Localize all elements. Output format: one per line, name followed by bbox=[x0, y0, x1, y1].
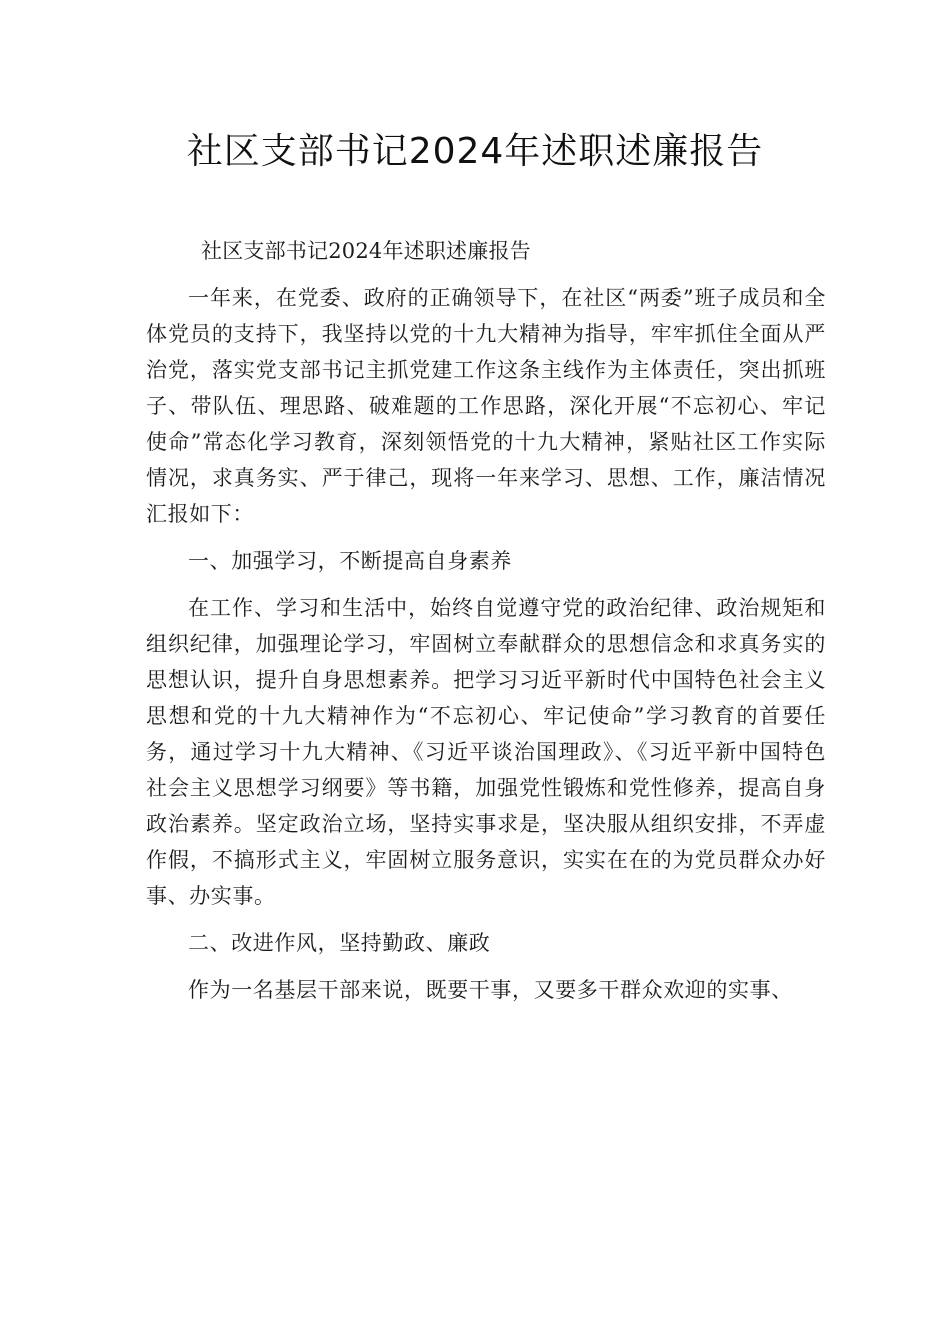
document-body bbox=[146, 233, 826, 1008]
section-1-paragraph: 在工作、学习和生活中，始终自觉遵守党的政治纪律、政治规矩和组织纪律，加强理论学习，牢固树立奉献群众的思想信念和求真务实的思想认识，提升自身思想素养。把学习习近平新时代中国特色社会主义思想和党的十九大精神作为“不忘初心、牢记使命”学习教育的首要任务，通过学习十九大精神、《习近平谈治国理政》、《习近平新中国特色社会主义思想学习纲要》等书籍，加强党性锻炼和党性修养，提高自身政治素养。坚定政治立场，坚持实事求是，坚决服从组织安排，不弄虚作假，不搞形式主义，牢固树立服务意识，实实在在的为党员群众办好事、办实事。 bbox=[146, 596, 826, 908]
document-title: 社区支部书记2024年述职述廉报告 bbox=[186, 131, 764, 172]
section-heading-1: 一、加强学习，不断提高自身素养 bbox=[188, 549, 512, 573]
section-2-paragraph: 作为一名基层干部来说，既要干事，又要多干群众欢迎的实事、 bbox=[188, 978, 793, 1002]
section-heading-2: 二、改进作风，坚持勤政、廉政 bbox=[188, 931, 491, 955]
document-subtitle: 社区支部书记2024年述职述廉报告 bbox=[201, 239, 531, 263]
intro-paragraph: 一年来，在党委、政府的正确领导下，在社区“两委”班子成员和全体党员的支持下，我坚持以党的十九大精神为指导，牢牢抓住全面从严治党，落实党支部书记主抓党建工作这条主线作为主体责任，突出抓班子、带队伍、理思路、破难题的工作思路，深化开展“不忘初心、牢记使命”常态化学习教育，深刻领悟党的十九大精神，紧贴社区工作实际情况，求真务实、严于律己，现将一年来学习、思想、工作，廉洁情况汇报如下： bbox=[146, 286, 826, 526]
